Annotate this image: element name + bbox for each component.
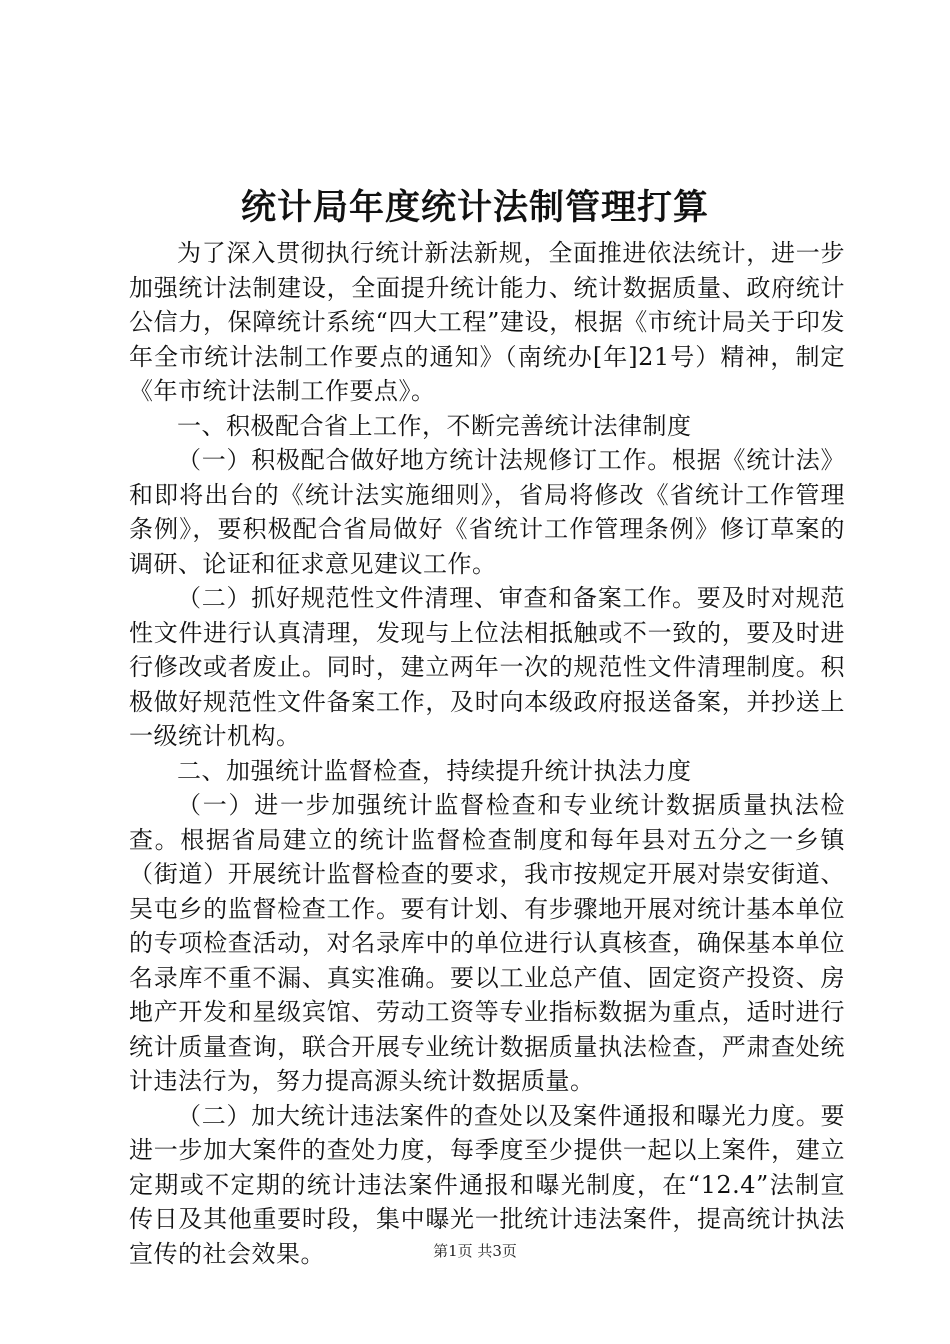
section-heading-1: 一、积极配合省上工作，不断完善统计法律制度: [177, 411, 692, 440]
document-body: [129, 236, 845, 1271]
intro-paragraph: 为了深入贯彻执行统计新法新规，全面推进依法统计，进一步加强统计法制建设，全面提升统计能力、统计数据质量、政府统计公信力，保障统计系统“四大工程”建设，根据《市统计局关于印发年全市统计法制工作要点的通知》（南统办[年]21号）精神，制定《年市统计法制工作要点》。: [129, 239, 845, 405]
section-1-item-2: （二）抓好规范性文件清理、审查和备案工作。要及时对规范性文件进行认真清理，发现与上位法相抵触或不一致的，要及时进行修改或者废止。同时，建立两年一次的规范性文件清理制度。积极做好规范性文件备案工作，及时向本级政府报送备案，并抄送上一级统计机构。: [129, 584, 845, 750]
section-2-item-2: （二）加大统计违法案件的查处以及案件通报和曝光力度。要进一步加大案件的查处力度，每季度至少提供一起以上案件，建立定期或不定期的统计违法案件通报和曝光制度，在“12.4”法制宣传日及其他重要时段，集中曝光一批统计违法案件，提高统计执法宣传的社会效果。: [129, 1101, 845, 1268]
section-1-item-1: （一）积极配合做好地方统计法规修订工作。根据《统计法》和即将出台的《统计法实施细则》，省局将修改《省统计工作管理条例》，要积极配合省局做好《省统计工作管理条例》修订草案的调研、论证和征求意见建议工作。: [129, 446, 845, 578]
section-heading-2: 二、加强统计监督检查，持续提升统计执法力度: [177, 756, 692, 785]
page-footer: 第1页 共3页: [433, 1242, 517, 1260]
document-title: 统计局年度统计法制管理打算: [240, 187, 709, 228]
section-2-item-1: （一）进一步加强统计监督检查和专业统计数据质量执法检查。根据省局建立的统计监督检查制度和每年县对五分之一乡镇（街道）开展统计监督检查的要求，我市按规定开展对崇安街道、吴屯乡的监督检查工作。要有计划、有步骤地开展对统计基本单位的专项检查活动，对名录库中的单位进行认真核查，确保基本单位名录库不重不漏、真实准确。要以工业总产值、固定资产投资、房地产开发和星级宾馆、劳动工资等专业指标数据为重点，适时进行统计质量查询，联合开展专业统计数据质量执法检查，严肃查处统计违法行为，努力提高源头统计数据质量。: [129, 791, 845, 1095]
